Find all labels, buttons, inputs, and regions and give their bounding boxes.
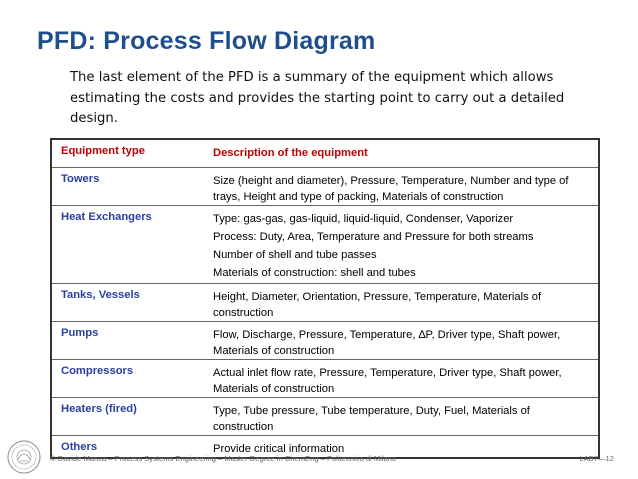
equipment-type-cell: Compressors — [51, 360, 212, 398]
footer-page-number: LAB7—12 — [579, 454, 614, 463]
equipment-table — [50, 138, 600, 459]
equipment-description-cell — [212, 284, 599, 322]
footer-credit: © Davide Manca – Process Systems Engineering – Master Degree in ChemEng – Politecnico di Milano — [50, 454, 397, 463]
equipment-description-cell — [212, 168, 599, 206]
table-header-row — [51, 139, 599, 168]
header-equipment-type: Equipment type — [51, 139, 212, 168]
description-line: Flow, Discharge, Pressure, Temperature, ∆P, Driver type, Shaft power, Materials of construction — [213, 329, 561, 357]
equipment-description-cell — [212, 398, 599, 436]
table-row — [51, 322, 599, 360]
equipment-type-cell: Towers — [51, 168, 212, 206]
equipment-type-cell: Heaters (fired) — [51, 398, 212, 436]
equipment-description-cell — [212, 322, 599, 360]
description-line: Provide critical information — [213, 443, 345, 455]
description-line: Type, Tube pressure, Tube temperature, Duty, Fuel, Materials of construction — [213, 405, 530, 433]
footer — [50, 454, 614, 463]
politecnico-seal-icon — [6, 439, 42, 475]
equipment-type-cell: Tanks, Vessels — [51, 284, 212, 322]
description-line: Materials of construction: shell and tubes — [213, 267, 416, 279]
header-description: Description of the equipment — [212, 139, 599, 168]
description-line: Size (height and diameter), Pressure, Temperature, Number and type of trays, Height and type of packing, Materials of construction — [213, 175, 569, 203]
description-line: Number of shell and tube passes — [213, 249, 377, 261]
equipment-type-cell: Heat Exchangers — [51, 206, 212, 284]
description-line: Height, Diameter, Orientation, Pressure, Temperature, Materials of construction — [213, 291, 542, 319]
description-line: Actual inlet flow rate, Pressure, Temperature, Driver type, Shaft power, Materials of construction — [213, 367, 562, 395]
equipment-description-cell — [212, 206, 599, 284]
table-row — [51, 168, 599, 206]
description-line: Type: gas-gas, gas-liquid, liquid-liquid, Condenser, Vaporizer — [213, 213, 514, 225]
intro-paragraph: The last element of the PFD is a summary of the equipment which allows estimating the costs and provides the starting point to carry out a detailed design. — [70, 70, 565, 126]
equipment-description-cell — [212, 360, 599, 398]
page-title: PFD: Process Flow Diagram — [37, 27, 376, 55]
equipment-type-cell: Others — [51, 436, 212, 459]
equipment-type-cell: Pumps — [51, 322, 212, 360]
table-row — [51, 360, 599, 398]
table-row — [51, 398, 599, 436]
description-line: Process: Duty, Area, Temperature and Pressure for both streams — [213, 231, 534, 243]
table-row — [51, 206, 599, 284]
table-row — [51, 284, 599, 322]
